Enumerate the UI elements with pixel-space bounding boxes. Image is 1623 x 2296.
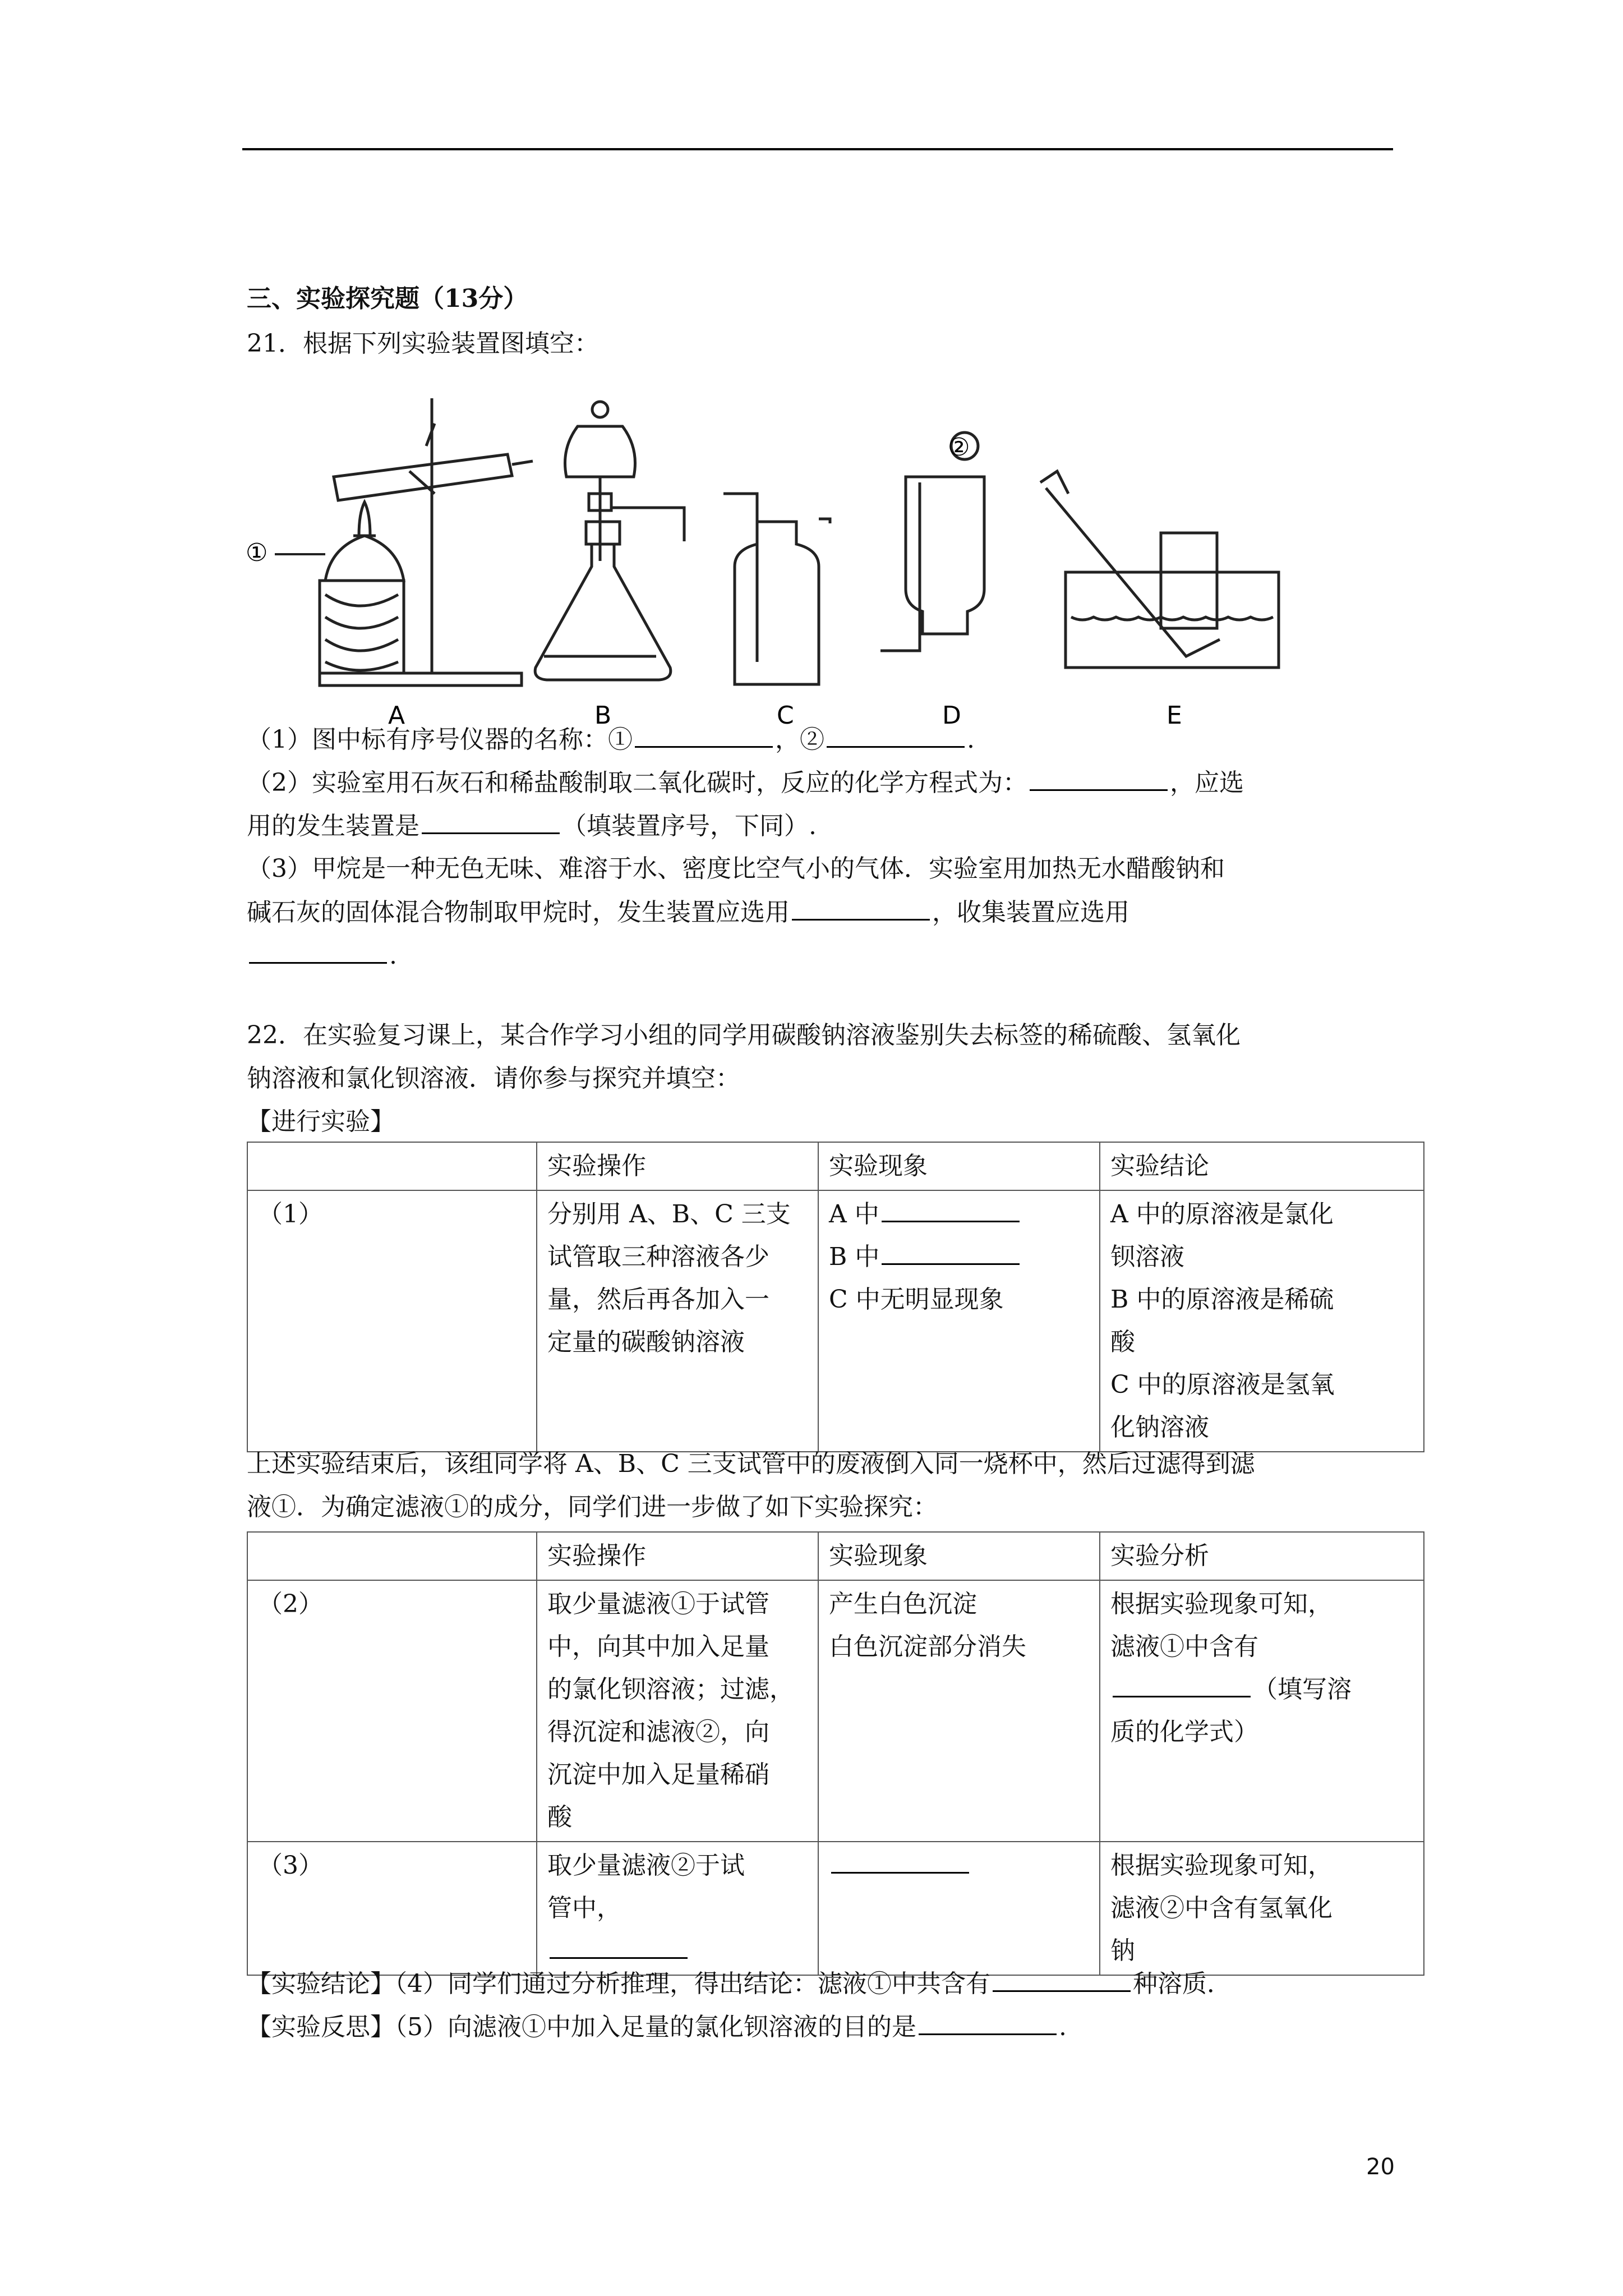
- table-row: [247, 1842, 1424, 1975]
- cell-line: 滤液②中含有氢氧化: [1110, 1894, 1332, 1922]
- q21-part1-text-a: （1）图中标有序号仪器的名称：①: [247, 725, 633, 754]
- header-rule: [242, 148, 1393, 150]
- table-cell: 实验现象: [818, 1142, 1100, 1190]
- cell-line: [829, 1193, 1089, 1236]
- table-cell: （2）: [247, 1580, 537, 1842]
- cell-line: C 中的原溶液是氢氧: [1110, 1370, 1335, 1399]
- table-cell: [247, 1142, 537, 1190]
- cell-line: 的氯化钡溶液；过滤，: [547, 1675, 794, 1704]
- q21-part3-line2: [247, 896, 1129, 928]
- table-cell: [818, 1190, 1100, 1452]
- answer-blank[interactable]: [635, 724, 773, 748]
- answer-blank[interactable]: [249, 940, 387, 964]
- section-title: 三、实验探究题（13分）: [247, 284, 528, 313]
- cell-line: 试管取三种溶液各少: [547, 1243, 769, 1271]
- cell-line: 酸: [547, 1803, 572, 1832]
- apparatus-e: [1040, 471, 1279, 668]
- table-cell: [1100, 1190, 1424, 1452]
- cell-line: 取少量滤液②于试: [547, 1851, 745, 1880]
- answer-blank[interactable]: [1030, 767, 1168, 791]
- cell-line: [1110, 1668, 1413, 1711]
- page-number: 20: [1366, 2154, 1395, 2180]
- q21-stem: 21．根据下列实验装置图填空：: [247, 329, 599, 358]
- cell-line: 化钠溶液: [1110, 1413, 1209, 1442]
- table-row: [247, 1532, 1424, 1580]
- table-cell: 实验操作: [537, 1142, 818, 1190]
- apparatus-c: [723, 494, 830, 684]
- cell-line: 滤液①中含有: [1110, 1632, 1258, 1661]
- figure-label-a: A: [388, 701, 405, 729]
- cell-line: 钠: [1110, 1936, 1135, 1965]
- figure-label-b: B: [594, 701, 612, 729]
- table-cell: [1100, 1842, 1424, 1975]
- table-cell: 实验现象: [818, 1532, 1100, 1580]
- apparatus-a: [320, 398, 533, 685]
- apparatus-b: [535, 402, 684, 680]
- cell-line: [829, 1236, 1089, 1278]
- table-cell: 实验结论: [1100, 1142, 1424, 1190]
- cell-line: 管中，: [547, 1894, 621, 1922]
- table-row: [247, 1580, 1424, 1842]
- reflection-text-a: 【实验反思】（5）向滤液①中加入足量的氯化钡溶液的目的是: [247, 2013, 916, 2041]
- cell-line: 量，然后再各加入一: [547, 1285, 769, 1314]
- cell-line: 取少量滤液①于试管: [547, 1590, 769, 1618]
- mark-one: ①: [246, 539, 268, 567]
- answer-blank[interactable]: [919, 2011, 1057, 2035]
- q21-part2-text-a: （2）实验室用石灰石和稀盐酸制取二氧化碳时，反应的化学方程式为：: [247, 769, 1027, 797]
- figure-label-d: D: [942, 701, 961, 729]
- answer-blank[interactable]: [422, 810, 560, 834]
- cell-line: 定量的碳酸钠溶液: [547, 1328, 745, 1356]
- cell-text: B 中: [829, 1243, 880, 1271]
- q21-part2-text-c: 用的发生装置是: [247, 812, 419, 840]
- cell-line: 根据实验现象可知，: [1110, 1590, 1332, 1618]
- table-cell: 实验操作: [537, 1532, 818, 1580]
- q21-part3-text-c: ，收集装置应选用: [932, 898, 1129, 927]
- table-cell: （1）: [247, 1190, 537, 1452]
- q21-part1-text-c: .: [967, 725, 975, 754]
- mark-two: ②: [948, 433, 970, 462]
- q22-stem-line1: 22．在实验复习课上，某合作学习小组的同学用碳酸钠溶液鉴别失去标签的稀硫酸、氢氧化: [247, 1021, 1241, 1050]
- cell-line: 钡溶液: [1110, 1243, 1184, 1271]
- table-cell: [537, 1580, 818, 1842]
- table-cell: [1100, 1580, 1424, 1842]
- q21-part3-line3: [247, 940, 397, 972]
- answer-blank[interactable]: [993, 1968, 1131, 1992]
- table-cell: [537, 1842, 818, 1975]
- q21-part2-text-d: （填装置序号，下同）.: [562, 812, 817, 840]
- q21-part3-text-d: .: [389, 941, 397, 970]
- q22-mid-line1: 上述实验结束后，该组同学将 A、B、C 三支试管中的废液倒入同一烧杯中，然后过滤得到滤: [247, 1450, 1255, 1478]
- table-cell: [818, 1580, 1100, 1842]
- table-cell: （3）: [247, 1842, 537, 1975]
- table-cell: [537, 1190, 818, 1452]
- q21-part2-text-b: ，应选: [1170, 769, 1244, 797]
- conclusion-text-b: 种溶质．: [1133, 1970, 1232, 1998]
- q22-mid-line2: 液①．为确定滤液①的成分，同学们进一步做了如下实验探究：: [247, 1493, 938, 1521]
- table-cell: [247, 1532, 537, 1580]
- q22-reflection: [247, 2011, 1067, 2043]
- cell-text: A 中: [829, 1200, 879, 1228]
- answer-blank[interactable]: [1113, 1673, 1251, 1697]
- cell-text: （填写溶: [1253, 1675, 1352, 1704]
- q21-part2-line1: [247, 767, 1244, 799]
- answer-blank[interactable]: [550, 1935, 688, 1959]
- answer-blank[interactable]: [831, 1849, 969, 1874]
- cell-line: 分别用 A、B、C 三支: [547, 1200, 791, 1228]
- q22-stem-line2: 钠溶液和氯化钡溶液．请你参与探究并填空：: [247, 1064, 740, 1093]
- figure-label-c: C: [777, 701, 794, 729]
- cell-line: B 中的原溶液是稀硫: [1110, 1285, 1334, 1314]
- q21-part3-line1: （3）甲烷是一种无色无味、难溶于水、密度比空气小的气体．实验室用加热无水醋酸钠和: [247, 854, 1225, 883]
- cell-line: 中，向其中加入足量: [547, 1632, 769, 1661]
- answer-blank[interactable]: [792, 896, 930, 921]
- table-row: [247, 1142, 1424, 1190]
- cell-line: [547, 1930, 808, 1972]
- cell-line: C 中无明显现象: [829, 1285, 1004, 1314]
- cell-line: 质的化学式）: [1110, 1718, 1258, 1746]
- cell-line: [829, 1844, 1089, 1887]
- figure-label-e: E: [1166, 701, 1182, 729]
- q21-part3-text-b: 碱石灰的固体混合物制取甲烷时，发生装置应选用: [247, 898, 790, 927]
- cell-line: 酸: [1110, 1328, 1135, 1356]
- q22-experiment-heading: 【进行实验】: [247, 1107, 395, 1136]
- experiment-table-1: [247, 1142, 1424, 1452]
- table-row: [247, 1190, 1424, 1452]
- apparatus-figure: [241, 393, 1419, 729]
- cell-line: 白色沉淀部分消失: [829, 1632, 1026, 1661]
- experiment-table-2: [247, 1531, 1424, 1976]
- cell-line: A 中的原溶液是氯化: [1110, 1200, 1334, 1228]
- q22-conclusion: [247, 1968, 1232, 2000]
- answer-blank[interactable]: [827, 724, 965, 748]
- apparatus-d: [880, 432, 984, 651]
- cell-line: 产生白色沉淀: [829, 1590, 977, 1618]
- cell-line: 得沉淀和滤液②，向: [547, 1718, 769, 1746]
- table-cell: 实验分析: [1100, 1532, 1424, 1580]
- conclusion-text-a: 【实验结论】（4）同学们通过分析推理，得出结论：滤液①中共含有: [247, 1970, 990, 1998]
- cell-line: 沉淀中加入足量稀硝: [547, 1760, 769, 1789]
- q21-part1-text-b: ，②: [775, 725, 824, 754]
- q21-part1: [247, 724, 975, 756]
- cell-line: 根据实验现象可知，: [1110, 1851, 1332, 1880]
- answer-blank[interactable]: [882, 1198, 1020, 1222]
- q21-part2-line2: [247, 810, 817, 842]
- reflection-text-b: .: [1059, 2013, 1067, 2041]
- table-cell: [818, 1842, 1100, 1975]
- answer-blank[interactable]: [882, 1241, 1020, 1265]
